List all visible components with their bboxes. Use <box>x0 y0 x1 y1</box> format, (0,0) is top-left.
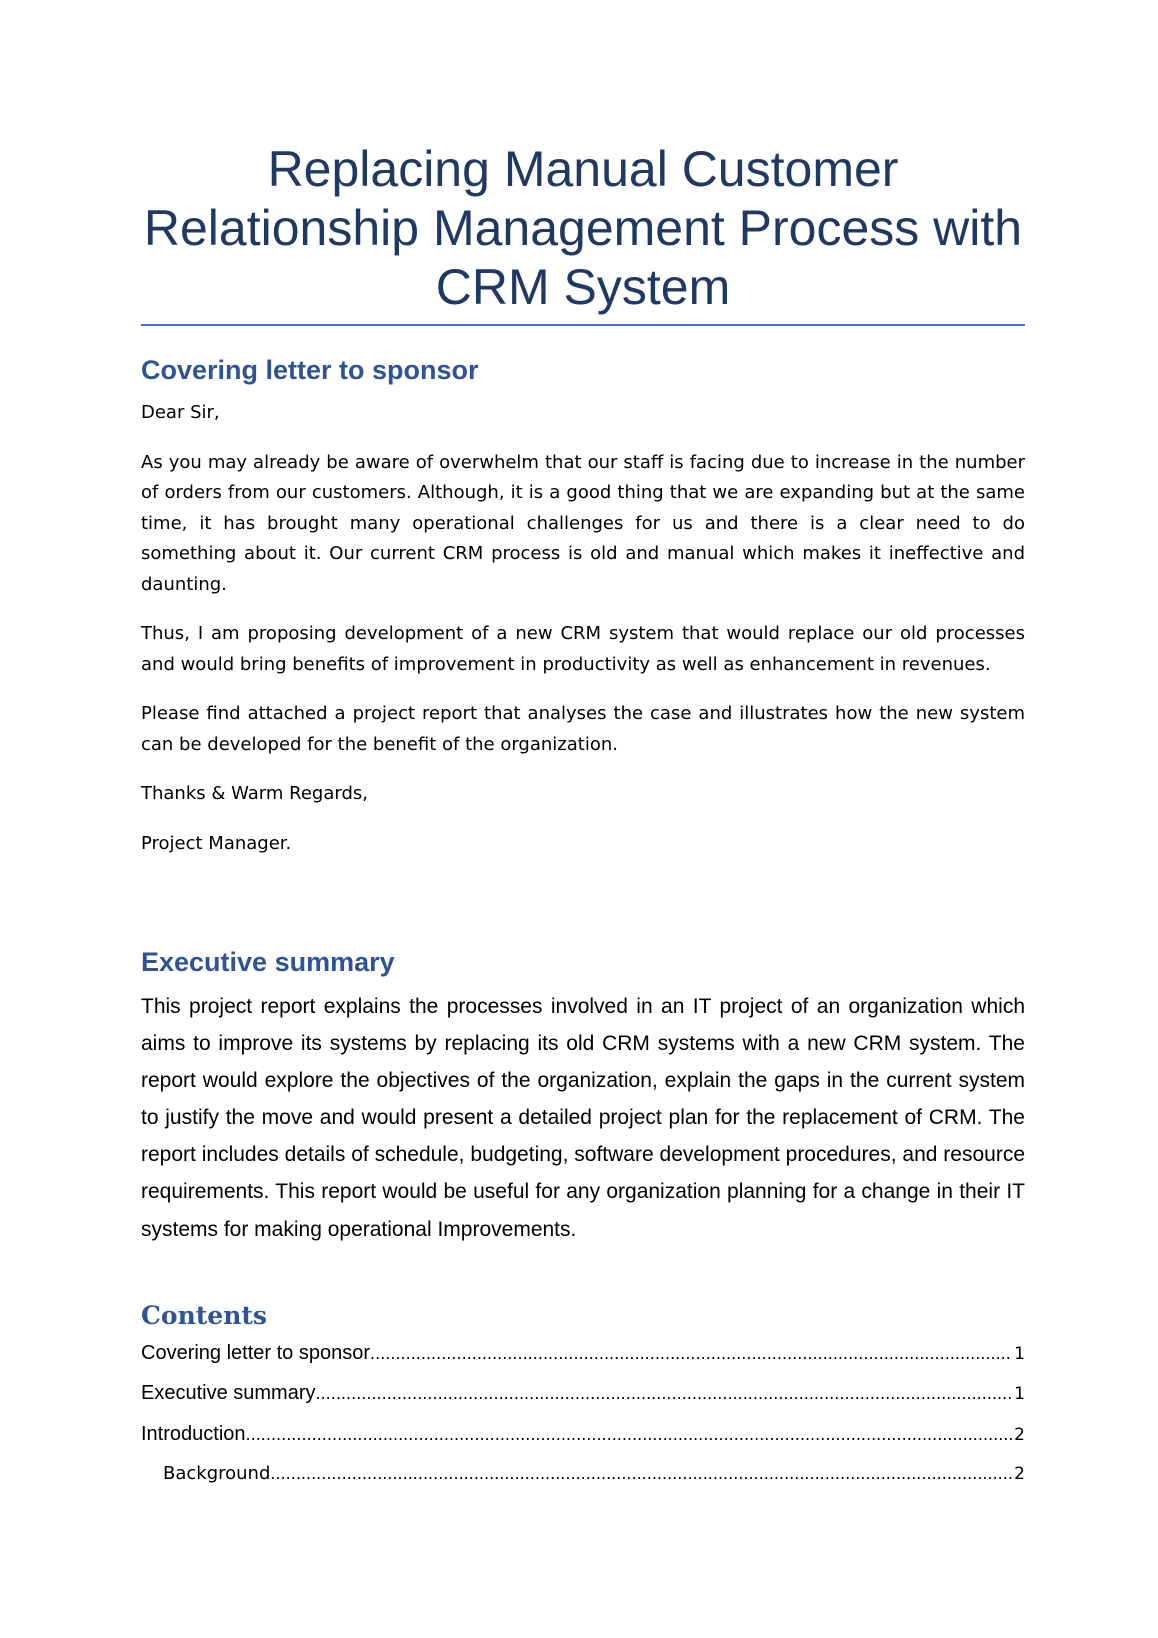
letter-signature: Project Manager. <box>141 832 292 854</box>
letter-salutation: Dear Sir, <box>141 402 220 423</box>
title-underline <box>141 324 1025 326</box>
executive-summary-body: This project report explains the processes involved in an IT project of an organization which aims to improve its systems by replacing its old CRM systems with a new CRM system. The report would explore the objectives of the organization, explain the gaps in the current system to justify the move and would present a detailed project plan for the replacement of CRM. The report includes details of schedule, budgeting, software development procedures, and resource requirements. This report would be useful for any organization planning for a change in their IT systems for making operational Improvements. <box>141 995 1025 1241</box>
covering-letter-heading: Covering letter to sponsor <box>141 355 479 385</box>
letter-closing: Thanks & Warm Regards, <box>141 783 368 804</box>
toc-page-number: 1 <box>1014 1344 1025 1364</box>
toc-entry[interactable] <box>141 1414 1025 1454</box>
covering-letter-body <box>141 398 1025 878</box>
toc-entry-label: Covering letter to sponsor <box>141 1342 371 1364</box>
toc-entry[interactable] <box>141 1373 1025 1413</box>
letter-paragraph: Please find attached a project report that analyses the case and illustrates how the new system can be developed for the benefit of the organization. <box>141 703 1025 755</box>
document-title: Replacing Manual Customer Relationship Management Process with CRM System <box>143 141 1023 315</box>
toc-dot-leader <box>246 1415 1013 1455</box>
executive-summary-heading: Executive summary <box>141 947 395 977</box>
toc-page-number: 1 <box>1014 1384 1025 1405</box>
toc-dot-leader <box>270 1454 1012 1494</box>
toc-entry[interactable] <box>141 1333 1025 1373</box>
letter-paragraph: As you may already be aware of overwhelm that our staff is facing due to increase in the number of orders from our customers. Although, it is a good thing that we are expanding but at the same time, it has brought many operational challenges for us and there is a clear need to do something about it. Our current CRM process is old and manual which makes it ineffective and daunting. <box>141 451 1025 595</box>
toc-dot-leader <box>370 1334 1012 1374</box>
toc-page-number: 2 <box>1014 1424 1025 1445</box>
table-of-contents <box>141 1333 1025 1494</box>
toc-subentry[interactable] <box>141 1454 1025 1494</box>
toc-dot-leader <box>316 1374 1013 1414</box>
toc-entry-label: Executive summary <box>141 1382 316 1405</box>
toc-entry-label: Introduction <box>141 1422 246 1445</box>
toc-page-number: 2 <box>1014 1463 1025 1484</box>
contents-heading: Contents <box>141 1301 268 1330</box>
letter-paragraph: Thus, I am proposing development of a new CRM system that would replace our old processes and would bring benefits of improvement in productivity as well as enhancement in revenues. <box>141 623 1025 675</box>
toc-entry-label: Background <box>163 1462 271 1484</box>
